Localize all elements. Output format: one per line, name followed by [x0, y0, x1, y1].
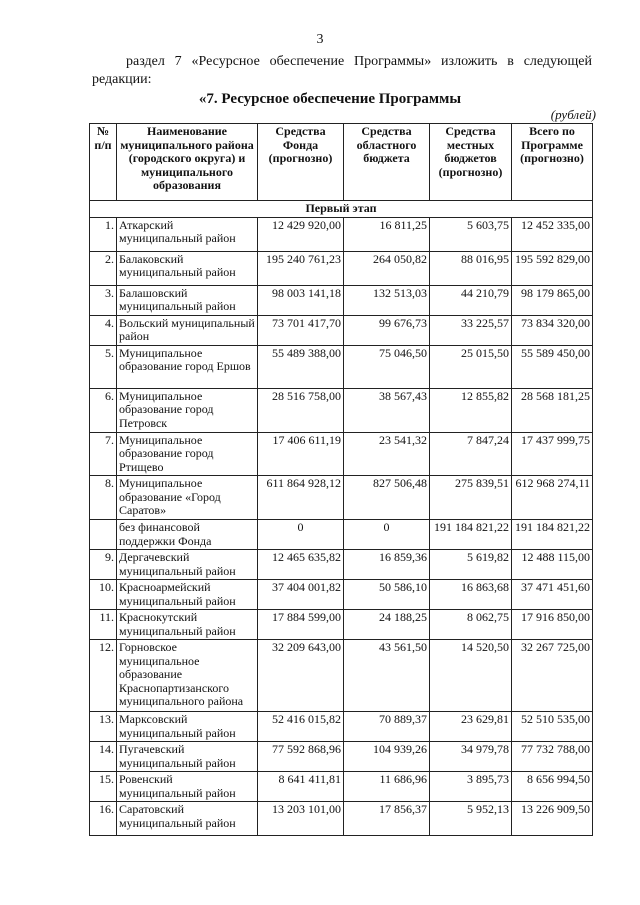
row-local: 7 847,24	[430, 432, 512, 476]
row-fund: 195 240 761,23	[258, 251, 344, 285]
row-fund: 32 209 643,00	[258, 640, 344, 712]
header-regional: Средства областного бюджета	[344, 124, 430, 201]
row-number: 7.	[90, 432, 117, 476]
row-fund: 37 404 001,82	[258, 580, 344, 610]
row-number: 15.	[90, 772, 117, 802]
row-fund: 28 516 758,00	[258, 388, 344, 432]
row-total: 37 471 451,60	[512, 580, 593, 610]
row-fund: 73 701 417,70	[258, 315, 344, 345]
table-row	[90, 476, 593, 520]
row-regional: 17 856,37	[344, 802, 430, 836]
row-local: 23 629,81	[430, 712, 512, 742]
row-regional: 827 506,48	[344, 476, 430, 520]
row-number: 3.	[90, 285, 117, 315]
table-row	[90, 610, 593, 640]
row-number: 8.	[90, 476, 117, 520]
row-regional: 11 686,96	[344, 772, 430, 802]
row-regional: 16 859,36	[344, 550, 430, 580]
row-regional: 104 939,26	[344, 742, 430, 772]
row-local: 5 619,82	[430, 550, 512, 580]
row-total: 17 916 850,00	[512, 610, 593, 640]
section-title: «7. Ресурсное обеспечение Программы	[198, 91, 462, 107]
row-number: 10.	[90, 580, 117, 610]
row-name: Балаковский муниципальный район	[117, 251, 258, 285]
row-number: 2.	[90, 251, 117, 285]
row-local: 25 015,50	[430, 345, 512, 388]
row-fund: 17 406 611,19	[258, 432, 344, 476]
row-number: 9.	[90, 550, 117, 580]
header-total: Всего по Программе (прогнозно)	[512, 124, 593, 201]
row-total: 77 732 788,00	[512, 742, 593, 772]
row-total: 8 656 994,50	[512, 772, 593, 802]
row-total: 195 592 829,00	[512, 251, 593, 285]
table-row	[90, 251, 593, 285]
row-total: 32 267 725,00	[512, 640, 593, 712]
row-regional: 132 513,03	[344, 285, 430, 315]
row-total: 12 488 115,00	[512, 550, 593, 580]
row-fund: 0	[258, 520, 344, 550]
row-fund: 8 641 411,81	[258, 772, 344, 802]
row-regional: 50 586,10	[344, 580, 430, 610]
row-local: 191 184 821,22	[430, 520, 512, 550]
row-number: 12.	[90, 640, 117, 712]
resource-table	[89, 123, 593, 836]
table-row	[90, 802, 593, 836]
row-fund: 12 465 635,82	[258, 550, 344, 580]
row-number	[90, 520, 117, 550]
row-local: 5 603,75	[430, 217, 512, 251]
row-local: 3 895,73	[430, 772, 512, 802]
row-local: 14 520,50	[430, 640, 512, 712]
row-regional: 16 811,25	[344, 217, 430, 251]
row-total: 55 589 450,00	[512, 345, 593, 388]
row-local: 34 979,78	[430, 742, 512, 772]
row-fund: 98 003 141,18	[258, 285, 344, 315]
row-name: Краснокутский муниципальный район	[117, 610, 258, 640]
stage-row	[90, 201, 593, 218]
row-number: 16.	[90, 802, 117, 836]
row-local: 33 225,57	[430, 315, 512, 345]
row-fund: 611 864 928,12	[258, 476, 344, 520]
table-row	[90, 550, 593, 580]
row-local: 12 855,82	[430, 388, 512, 432]
table-row	[90, 772, 593, 802]
row-regional: 38 567,43	[344, 388, 430, 432]
row-number: 13.	[90, 712, 117, 742]
row-name: Марксовский муниципальный район	[117, 712, 258, 742]
table-row	[90, 742, 593, 772]
row-name: Горновское муниципальное образование Краснопартизанского муниципального района	[117, 640, 258, 712]
row-name: Балашовский муниципальный район	[117, 285, 258, 315]
row-number: 6.	[90, 388, 117, 432]
row-name: Вольский муниципальный район	[117, 315, 258, 345]
row-total: 98 179 865,00	[512, 285, 593, 315]
row-number: 1.	[90, 217, 117, 251]
row-name: Муниципальное образование «Город Саратов»	[117, 476, 258, 520]
row-total: 17 437 999,75	[512, 432, 593, 476]
row-name: без финансовой поддержки Фонда	[117, 520, 258, 550]
row-local: 44 210,79	[430, 285, 512, 315]
row-regional: 99 676,73	[344, 315, 430, 345]
row-total: 612 968 274,11	[512, 476, 593, 520]
row-regional: 264 050,82	[344, 251, 430, 285]
row-name: Саратовский муниципальный район	[117, 802, 258, 836]
units-label: (рублей)	[550, 107, 596, 122]
row-number: 11.	[90, 610, 117, 640]
row-fund: 52 416 015,82	[258, 712, 344, 742]
table-row	[90, 712, 593, 742]
row-total: 28 568 181,25	[512, 388, 593, 432]
table-row	[90, 640, 593, 712]
table-row	[90, 345, 593, 388]
table-row	[90, 580, 593, 610]
row-local: 88 016,95	[430, 251, 512, 285]
row-local: 8 062,75	[430, 610, 512, 640]
row-fund: 77 592 868,96	[258, 742, 344, 772]
header-number: № п/п	[90, 124, 117, 201]
table-row	[90, 315, 593, 345]
row-total: 191 184 821,22	[512, 520, 593, 550]
page-number: 3	[316, 32, 324, 47]
intro-line-1: раздел 7 «Ресурсное обеспечение Программы» изложить в следующей	[126, 54, 592, 69]
header-fund: Средства Фонда (прогнозно)	[258, 124, 344, 201]
table-row	[90, 432, 593, 476]
row-fund: 12 429 920,00	[258, 217, 344, 251]
row-local: 16 863,68	[430, 580, 512, 610]
row-number: 4.	[90, 315, 117, 345]
header-local: Средства местных бюджетов (прогнозно)	[430, 124, 512, 201]
row-total: 52 510 535,00	[512, 712, 593, 742]
header-name: Наименование муниципального района (городского округа) и муниципального образования	[117, 124, 258, 201]
row-fund: 13 203 101,00	[258, 802, 344, 836]
row-number: 5.	[90, 345, 117, 388]
row-name: Пугачевский муниципальный район	[117, 742, 258, 772]
row-local: 5 952,13	[430, 802, 512, 836]
row-number: 14.	[90, 742, 117, 772]
table-row	[90, 388, 593, 432]
row-fund: 55 489 388,00	[258, 345, 344, 388]
row-regional: 75 046,50	[344, 345, 430, 388]
row-regional: 0	[344, 520, 430, 550]
row-local: 275 839,51	[430, 476, 512, 520]
row-total: 73 834 320,00	[512, 315, 593, 345]
stage-label: Первый этап	[90, 201, 593, 218]
table-row	[90, 217, 593, 251]
row-regional: 24 188,25	[344, 610, 430, 640]
row-regional: 23 541,32	[344, 432, 430, 476]
row-regional: 43 561,50	[344, 640, 430, 712]
row-name: Ровенский муниципальный район	[117, 772, 258, 802]
row-name: Аткарский муниципальный район	[117, 217, 258, 251]
row-name: Муниципальное образование город Ершов	[117, 345, 258, 388]
table-row	[90, 520, 593, 550]
row-name: Дергачевский муниципальный район	[117, 550, 258, 580]
row-total: 12 452 335,00	[512, 217, 593, 251]
row-name: Красноармейский муниципальный район	[117, 580, 258, 610]
row-name: Муниципальное образование город Ртищево	[117, 432, 258, 476]
table-row	[90, 285, 593, 315]
row-total: 13 226 909,50	[512, 802, 593, 836]
row-regional: 70 889,37	[344, 712, 430, 742]
row-fund: 17 884 599,00	[258, 610, 344, 640]
table-header-row	[90, 124, 593, 201]
intro-line-2: редакции:	[92, 72, 152, 87]
row-name: Муниципальное образование город Петровск	[117, 388, 258, 432]
intro-paragraph	[92, 53, 592, 89]
